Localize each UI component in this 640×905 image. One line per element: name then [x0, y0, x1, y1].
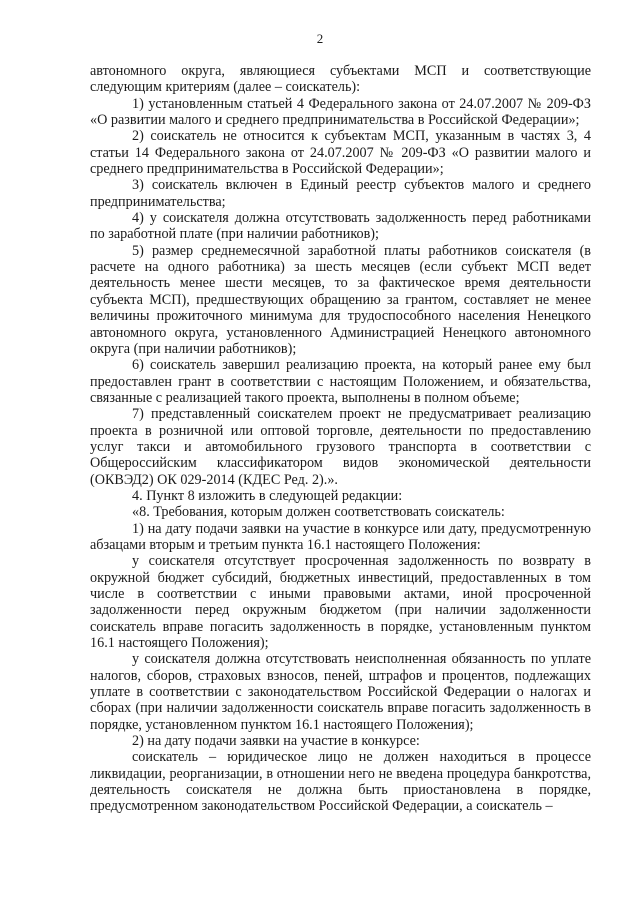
paragraph: 4. Пункт 8 изложить в следующей редакции: [132, 487, 403, 504]
paragraph: соискатель – юридическое лицо не должен находиться в процессе ликвидации, реорганизации, в отношении него не введена процедура банкротства, деятельность соискателя не должна быть приостановлена в порядке, предусмотренном законодательством Российской Федерации, а соискатель – [90, 749, 591, 815]
paragraph: у соискателя отсутствует просроченная задолженность по возврату в окружной бюджет субсидий, бюджетных инвестиций, предоставленных в том числе в соответствии с иными правовыми актами, иной просроченной задолженности перед окружным бюджетом (при наличии задолженности соискатель вправе погасить задолженность в порядке, установленным пунктом 16.1 настоящего Положения); [90, 553, 591, 652]
paragraph: 1) на дату подачи заявки на участие в конкурсе или дату, предусмотренную абзацами вторым и третьим пункта 16.1 настоящего Положения: [90, 520, 591, 553]
paragraph: у соискателя должна отсутствовать неисполненная обязанность по уплате налогов, сборов, страховых взносов, пеней, штрафов и процентов, подлежащих уплате в соответствии с законодательством Российской Федерации о налогах и сборах (при наличии задолженности соискатель вправе погасить задолженность в порядке, установленном пунктом 16.1 настоящего Положения); [90, 651, 591, 733]
document-body [90, 63, 591, 815]
paragraph: 3) соискатель включен в Единый реестр субъектов малого и среднего предпринимательства; [90, 177, 591, 210]
page-number: 2 [316, 31, 324, 46]
paragraph: автономного округа, являющиеся субъектами МСП и соответствующие следующим критериям (далее – соискатель): [90, 63, 591, 96]
paragraph: 7) представленный соискателем проект не предусматривает реализацию проекта в розничной или оптовой торговле, деятельности по предоставлению услуг такси и автомобильного грузового транспорта в соответствии с Общероссийским классификатором видов экономической деятельности (ОКВЭД2) ОК 029-2014 (КДЕС Ред. 2).». [90, 406, 591, 488]
paragraph: 2) на дату подачи заявки на участие в конкурсе: [132, 733, 420, 750]
paragraph: 1) установленным статьей 4 Федерального закона от 24.07.2007 № 209-ФЗ «О развитии малого и среднего предпринимательства в Российской Федерации»; [90, 95, 591, 129]
paragraph: 4) у соискателя должна отсутствовать задолженность перед работниками по заработной плате (при наличии работников); [90, 210, 591, 243]
paragraph: 6) соискатель завершил реализацию проекта, на который ранее ему был предоставлен грант в соответствии с настоящим Положением, и обязательства, связанные с реализацией такого проекта, выполнены в полном объеме; [90, 357, 591, 406]
paragraph: 2) соискатель не относится к субъектам МСП, указанным в частях 3, 4 статьи 14 Федерального закона от 24.07.2007 № 209-ФЗ «О развитии малого и среднего предпринимательства в Российской Федерации»; [90, 128, 591, 178]
paragraph: «8. Требования, которым должен соответствовать соискатель: [132, 504, 505, 521]
paragraph: 5) размер среднемесячной заработной платы работников соискателя (в расчете на одного работника) за шесть месяцев (если субъект МСП ведет деятельность менее шести месяцев, то за фактическое время деятельности субъекта МСП), предшествующих обращению за грантом, составляет не менее величины прожиточного минимума для трудоспособного населения Ненецкого автономного округа, установленного Администрацией Ненецкого автономного округа (при наличии работников); [90, 242, 591, 357]
